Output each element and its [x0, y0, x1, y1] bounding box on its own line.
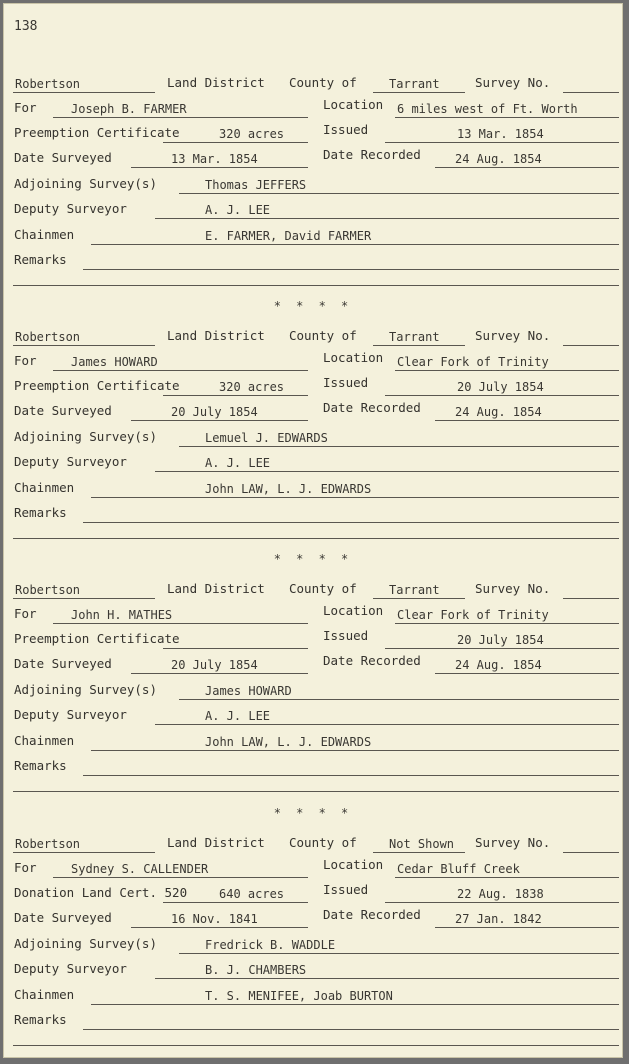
certificate-field: 320 acres: [163, 380, 308, 396]
for-field: James HOWARD: [53, 355, 308, 371]
deputy-field: B. J. CHAMBERS: [155, 963, 619, 979]
remarks-label: Remarks: [14, 505, 67, 520]
deputy-row: [3, 961, 623, 985]
district-row: [3, 581, 623, 605]
for-label: For: [14, 100, 37, 115]
adjoining-row: [3, 176, 623, 200]
date-recorded-field: 24 Aug. 1854: [435, 152, 619, 168]
issued-field: 20 July 1854: [385, 380, 619, 396]
chainmen-label: Chainmen: [14, 733, 75, 748]
adjoining-field: James HOWARD: [179, 684, 619, 700]
district-row: [3, 328, 623, 352]
remarks-label: Remarks: [14, 252, 67, 267]
issued-label: Issued: [323, 628, 369, 643]
for-label: For: [14, 353, 37, 368]
remarks-continuation-line: [13, 1045, 619, 1046]
issued-label: Issued: [323, 375, 369, 390]
certificate-field: 320 acres: [163, 127, 308, 143]
certificate-row: [3, 122, 623, 149]
remarks-row: [3, 1012, 623, 1036]
location-field: Cedar Bluff Creek: [395, 862, 619, 878]
date-surveyed-field: 20 July 1854: [131, 405, 308, 421]
remarks-row: [3, 252, 623, 276]
county-field: Tarrant: [373, 330, 465, 346]
record-separator: * * * *: [273, 806, 353, 820]
page-number: 138: [14, 19, 38, 34]
issued-label: Issued: [323, 122, 369, 137]
certificate-label: Preemption Certificate: [14, 378, 180, 393]
county-of-label: County of: [289, 328, 357, 343]
adjoining-field: Thomas JEFFERS: [179, 178, 619, 194]
date-recorded-field: 27 Jan. 1842: [435, 912, 619, 928]
deputy-field: A. J. LEE: [155, 203, 619, 219]
location-field: Clear Fork of Trinity: [395, 608, 619, 624]
survey-no-label: Survey No.: [475, 581, 551, 596]
land-district-label: Land District: [167, 75, 265, 90]
county-field: Not Shown: [373, 837, 465, 853]
date-recorded-label: Date Recorded: [323, 653, 421, 668]
district-field: Robertson: [13, 330, 155, 346]
survey-record-2: [3, 328, 623, 578]
for-row: [3, 97, 623, 124]
certificate-label: Preemption Certificate: [14, 631, 180, 646]
remarks-field: [83, 1014, 619, 1030]
deputy-label: Deputy Surveyor: [14, 961, 127, 976]
district-row: [3, 75, 623, 99]
chainmen-row: [3, 227, 623, 251]
location-field: Clear Fork of Trinity: [395, 355, 619, 371]
adjoining-row: [3, 936, 623, 960]
chainmen-field: John LAW, L. J. EDWARDS: [91, 482, 619, 498]
record-separator: * * * *: [273, 552, 353, 566]
remarks-label: Remarks: [14, 758, 67, 773]
date-surveyed-label: Date Surveyed: [14, 910, 112, 925]
location-field: 6 miles west of Ft. Worth: [395, 102, 619, 118]
date-recorded-field: 24 Aug. 1854: [435, 405, 619, 421]
survey-no-label: Survey No.: [475, 75, 551, 90]
dates-row: [3, 147, 623, 174]
adjoining-label: Adjoining Survey(s): [14, 429, 157, 444]
issued-field: 13 Mar. 1854: [385, 127, 619, 143]
deputy-field: A. J. LEE: [155, 709, 619, 725]
adjoining-field: Lemuel J. EDWARDS: [179, 431, 619, 447]
certificate-field: [163, 633, 308, 649]
survey-no-field: [563, 330, 619, 346]
date-surveyed-field: 16 Nov. 1841: [131, 912, 308, 928]
record-separator: * * * *: [273, 299, 353, 313]
survey-no-field: [563, 837, 619, 853]
survey-record-3: [3, 581, 623, 831]
district-field: Robertson: [13, 837, 155, 853]
chainmen-row: [3, 733, 623, 757]
deputy-row: [3, 707, 623, 731]
chainmen-field: John LAW, L. J. EDWARDS: [91, 735, 619, 751]
certificate-row: [3, 882, 623, 909]
deputy-label: Deputy Surveyor: [14, 201, 127, 216]
for-row: [3, 350, 623, 377]
issued-label: Issued: [323, 882, 369, 897]
dates-row: [3, 400, 623, 427]
issued-field: 22 Aug. 1838: [385, 887, 619, 903]
county-field: Tarrant: [373, 583, 465, 599]
for-row: [3, 603, 623, 630]
survey-no-field: [563, 77, 619, 93]
county-of-label: County of: [289, 581, 357, 596]
survey-no-label: Survey No.: [475, 328, 551, 343]
remarks-label: Remarks: [14, 1012, 67, 1027]
for-field: Sydney S. CALLENDER: [53, 862, 308, 878]
county-of-label: County of: [289, 75, 357, 90]
district-field: Robertson: [13, 77, 155, 93]
for-row: [3, 857, 623, 884]
deputy-label: Deputy Surveyor: [14, 454, 127, 469]
remarks-field: [83, 760, 619, 776]
chainmen-field: T. S. MENIFEE, Joab BURTON: [91, 989, 619, 1005]
for-field: John H. MATHES: [53, 608, 308, 624]
remarks-continuation-line: [13, 285, 619, 286]
land-district-label: Land District: [167, 835, 265, 850]
certificate-label: Donation Land Cert. 520: [14, 885, 188, 900]
date-recorded-label: Date Recorded: [323, 907, 421, 922]
adjoining-label: Adjoining Survey(s): [14, 936, 157, 951]
deputy-label: Deputy Surveyor: [14, 707, 127, 722]
date-recorded-label: Date Recorded: [323, 147, 421, 162]
certificate-field: 640 acres: [163, 887, 308, 903]
chainmen-label: Chainmen: [14, 987, 75, 1002]
deputy-row: [3, 454, 623, 478]
adjoining-label: Adjoining Survey(s): [14, 176, 157, 191]
survey-record-1: [3, 75, 623, 325]
date-surveyed-label: Date Surveyed: [14, 150, 112, 165]
date-surveyed-field: 20 July 1854: [131, 658, 308, 674]
land-district-label: Land District: [167, 581, 265, 596]
deputy-field: A. J. LEE: [155, 456, 619, 472]
location-label: Location: [323, 603, 384, 618]
certificate-label: Preemption Certificate: [14, 125, 180, 140]
location-label: Location: [323, 97, 384, 112]
remarks-row: [3, 505, 623, 529]
date-recorded-field: 24 Aug. 1854: [435, 658, 619, 674]
adjoining-label: Adjoining Survey(s): [14, 682, 157, 697]
remarks-row: [3, 758, 623, 782]
certificate-row: [3, 628, 623, 655]
adjoining-row: [3, 682, 623, 706]
deputy-row: [3, 201, 623, 225]
survey-record-4: [3, 835, 623, 1058]
remarks-field: [83, 254, 619, 270]
date-surveyed-label: Date Surveyed: [14, 656, 112, 671]
chainmen-field: E. FARMER, David FARMER: [91, 229, 619, 245]
for-label: For: [14, 860, 37, 875]
for-label: For: [14, 606, 37, 621]
land-district-label: Land District: [167, 328, 265, 343]
location-label: Location: [323, 857, 384, 872]
dates-row: [3, 653, 623, 680]
chainmen-row: [3, 480, 623, 504]
district-field: Robertson: [13, 583, 155, 599]
survey-no-field: [563, 583, 619, 599]
location-label: Location: [323, 350, 384, 365]
chainmen-row: [3, 987, 623, 1011]
adjoining-field: Fredrick B. WADDLE: [179, 938, 619, 954]
survey-no-label: Survey No.: [475, 835, 551, 850]
date-surveyed-label: Date Surveyed: [14, 403, 112, 418]
district-row: [3, 835, 623, 859]
adjoining-row: [3, 429, 623, 453]
date-recorded-label: Date Recorded: [323, 400, 421, 415]
date-surveyed-field: 13 Mar. 1854: [131, 152, 308, 168]
chainmen-label: Chainmen: [14, 227, 75, 242]
certificate-row: [3, 375, 623, 402]
remarks-continuation-line: [13, 791, 619, 792]
remarks-field: [83, 507, 619, 523]
county-field: Tarrant: [373, 77, 465, 93]
for-field: Joseph B. FARMER: [53, 102, 308, 118]
remarks-continuation-line: [13, 538, 619, 539]
document-page: [3, 3, 623, 1058]
issued-field: 20 July 1854: [385, 633, 619, 649]
dates-row: [3, 907, 623, 934]
chainmen-label: Chainmen: [14, 480, 75, 495]
county-of-label: County of: [289, 835, 357, 850]
